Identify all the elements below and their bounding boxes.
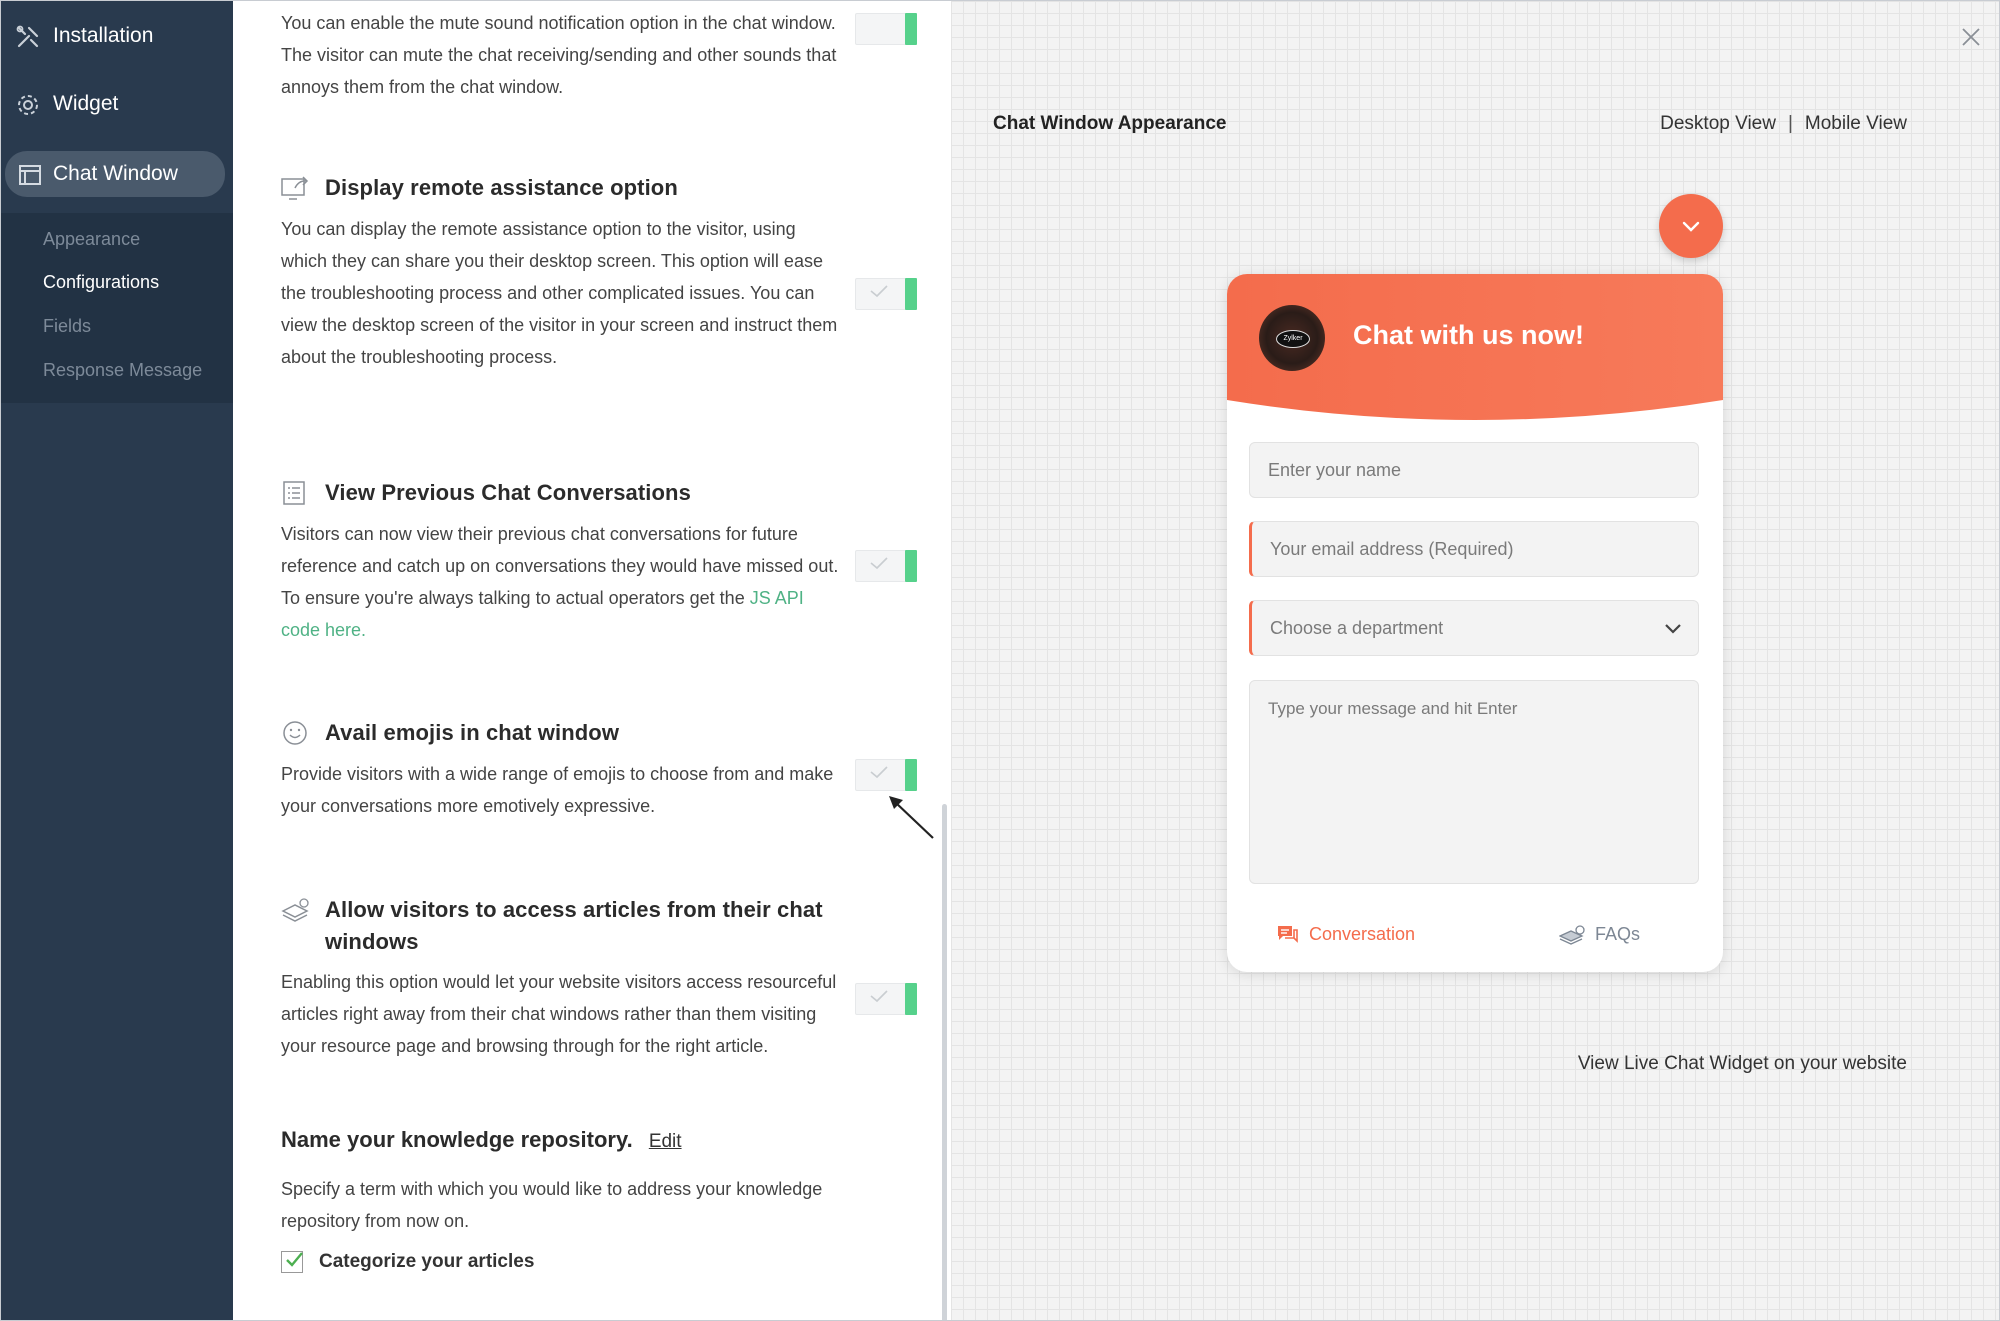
check-icon [869, 284, 889, 298]
section-title: View Previous Chat Conversations [325, 480, 691, 505]
section-description-text: Visitors can now view their previous chat conversations for future reference and catch up on conversations they would have missed out. To ensure you're always talking to actual operators get the [281, 524, 839, 608]
toggle-knob [905, 278, 917, 310]
toggle-knob [905, 550, 917, 582]
chat-bubbles-icon [1277, 925, 1299, 945]
checkbox-box[interactable] [281, 1251, 303, 1273]
tab-faqs[interactable] [1559, 924, 1640, 945]
emojis-section [281, 716, 841, 822]
gear-icon [15, 92, 41, 118]
remote-screen-icon [281, 174, 309, 202]
tab-conversation[interactable] [1277, 924, 1415, 945]
remote-assistance-toggle[interactable] [855, 278, 917, 308]
section-description: Provide visitors with a wide range of emojis to choose from and make your conversations more emotively expressive. [281, 764, 834, 816]
previous-chats-toggle[interactable] [855, 550, 917, 580]
settings-scrollbar[interactable] [942, 804, 947, 1321]
chat-window-subnav [1, 213, 233, 403]
tab-label: Conversation [1309, 924, 1416, 944]
preview-pane [951, 1, 2000, 1321]
subnav-item-configurations[interactable]: Configurations [43, 272, 160, 292]
toggle-knob [905, 983, 917, 1015]
close-icon[interactable] [1959, 25, 1983, 49]
emojis-toggle[interactable] [855, 759, 917, 789]
view-live-widget-link[interactable]: View Live Chat Widget on your website [1577, 1053, 1907, 1074]
subnav-item-appearance[interactable]: Appearance [43, 229, 141, 249]
toggle-knob [905, 13, 917, 45]
sidebar-item-label: Widget [53, 92, 119, 115]
sidebar-item-widget[interactable] [1, 81, 233, 127]
view-separator: | [1787, 113, 1793, 134]
section-title: Display remote assistance option [325, 175, 678, 200]
section-description: Enabling this option would let your website visitors access resourceful articles right away from their chat windows rather than them visiting your resource page and browsing through for the right article. [281, 972, 837, 1056]
subnav-item-response-message[interactable]: Response Message [43, 360, 203, 380]
minimize-chat-button[interactable] [1659, 194, 1723, 258]
sidebar-item-chat-window[interactable] [5, 151, 225, 197]
list-icon [281, 479, 309, 507]
name-input[interactable]: Enter your name [1249, 442, 1699, 498]
chevron-down-icon [1679, 216, 1703, 236]
tab-label: FAQs [1595, 924, 1641, 944]
section-description [281, 518, 841, 646]
window-icon [17, 162, 43, 188]
articles-section [281, 894, 841, 1062]
message-textarea[interactable]: Type your message and hit Enter [1249, 680, 1699, 884]
knowledge-repository-title: Name your knowledge repository. [281, 1127, 633, 1152]
view-switcher [1660, 113, 1907, 135]
mobile-view-link[interactable]: Mobile View [1804, 113, 1907, 134]
checkbox-label: Categorize your articles [319, 1251, 535, 1272]
toggle-track [855, 13, 907, 45]
js-api-link[interactable]: JS API code here. [281, 588, 804, 640]
sidebar-item-label: Chat Window [53, 162, 178, 185]
knowledge-repository-heading [281, 1127, 682, 1153]
remote-assistance-section [281, 171, 841, 373]
pointer-arrow-icon [885, 793, 937, 841]
department-select[interactable] [1249, 600, 1699, 656]
brand-logo: Zylker [1276, 330, 1310, 348]
section-title: Avail emojis in chat window [325, 720, 620, 745]
chat-window-preview [1227, 274, 1723, 972]
brand-avatar [1259, 305, 1325, 371]
check-icon [869, 765, 889, 779]
sidebar [1, 1, 233, 1321]
sidebar-item-label: Installation [53, 24, 154, 47]
knowledge-repository-description: Specify a term with which you would like to address your knowledge repository from now on. [281, 1179, 823, 1231]
check-icon [869, 989, 889, 1003]
tools-icon [15, 24, 41, 50]
chevron-down-icon [1664, 623, 1682, 635]
categorize-articles-checkbox[interactable] [281, 1251, 534, 1273]
smiley-icon [281, 719, 309, 747]
department-select-value: Choose a department [1270, 617, 1444, 638]
desktop-view-link[interactable]: Desktop View [1660, 113, 1776, 134]
articles-icon [1559, 925, 1585, 945]
preview-title: Chat Window Appearance [993, 113, 1227, 134]
section-title: Allow visitors to access articles from their chat windows [325, 897, 823, 954]
toggle-knob [905, 759, 917, 791]
email-input[interactable]: Your email address (Required) [1249, 521, 1699, 577]
mute-sound-toggle[interactable] [855, 13, 917, 43]
edit-link[interactable]: Edit [648, 1131, 682, 1152]
chat-header-title: Chat with us now! [1353, 320, 1584, 350]
previous-chats-section [281, 476, 841, 646]
subnav-item-fields[interactable]: Fields [43, 316, 92, 336]
articles-icon [281, 897, 309, 925]
section-description: You can display the remote assistance option to the visitor, using which they can share you their desktop screen. This option will ease the troubleshooting process and other complicated issues. You can view the desktop screen of the visitor in your screen and instruct them about the troubleshooting process. [281, 219, 838, 367]
mute-sound-description: You can enable the mute sound notification option in the chat window. The visitor can mute the chat receiving/sending and other sounds that annoys them from the chat window. [281, 13, 837, 97]
checkmark-icon [284, 1250, 304, 1270]
mute-sound-section [281, 7, 841, 103]
settings-panel [233, 1, 951, 1321]
check-icon [869, 556, 889, 570]
sidebar-item-installation[interactable] [1, 13, 233, 59]
articles-toggle[interactable] [855, 983, 917, 1013]
